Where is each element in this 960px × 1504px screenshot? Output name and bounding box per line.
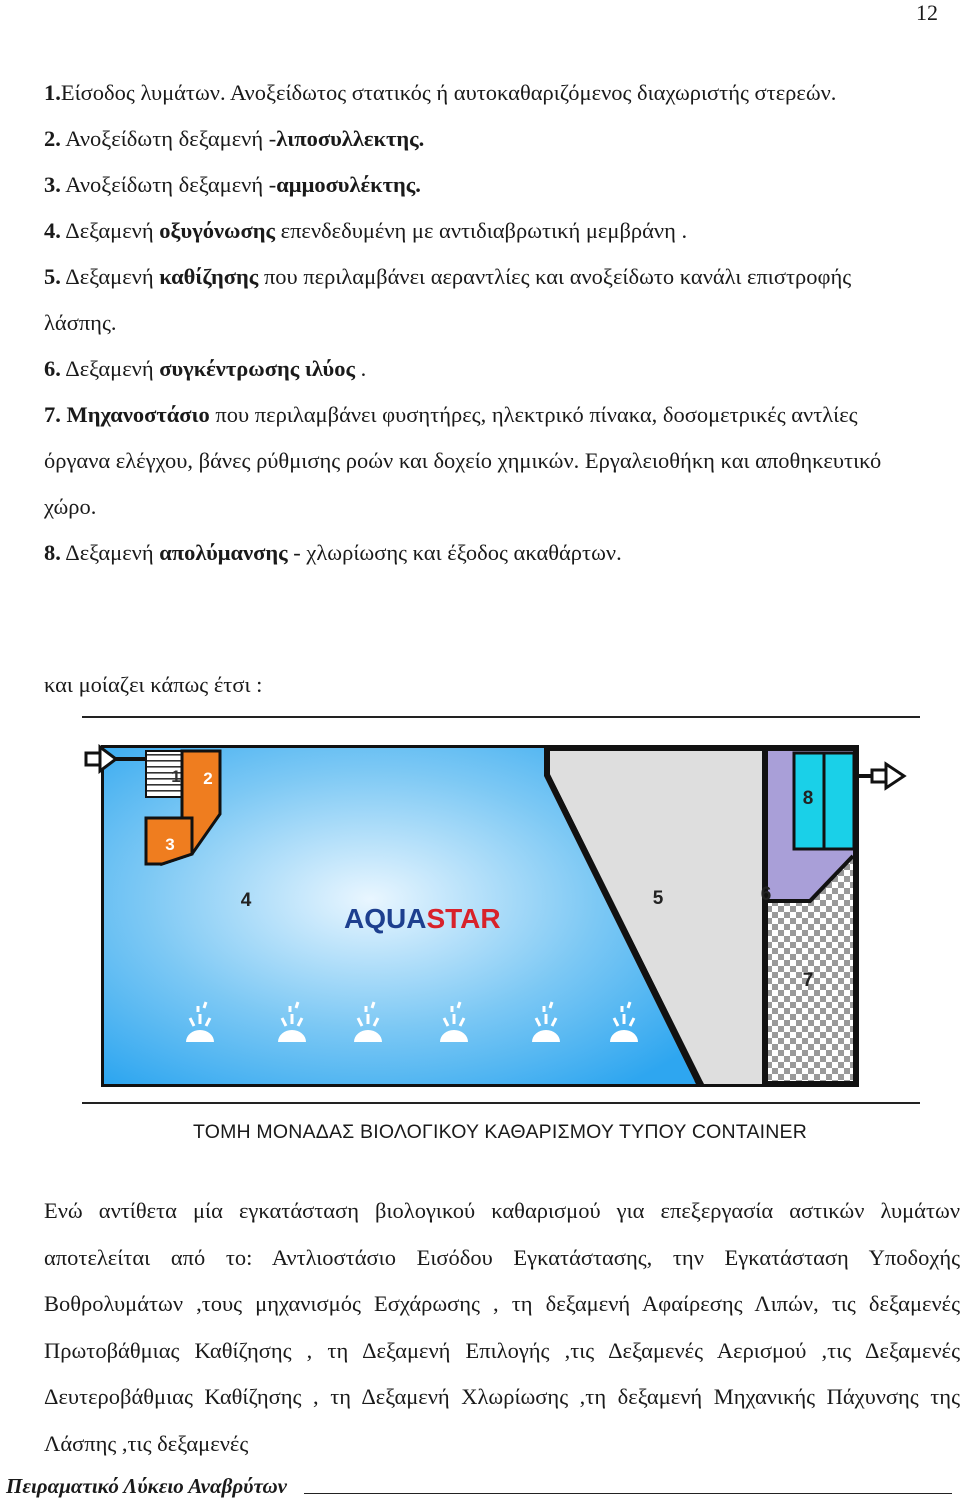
list-item-6: 6. Δεξαμενή συγκέντρωσης ιλύος . bbox=[44, 356, 367, 381]
legend-list bbox=[44, 70, 924, 576]
outlet-arrow-icon bbox=[854, 764, 904, 788]
label-5: 5 bbox=[652, 888, 664, 909]
figure-bottom-rule bbox=[82, 1102, 920, 1104]
tank-wall bbox=[762, 748, 768, 1084]
label-4: 4 bbox=[240, 890, 252, 911]
label-1: 1 bbox=[171, 767, 181, 786]
label-6: 6 bbox=[760, 884, 772, 905]
list-item-2: 2. Ανοξείδωτη δεξαμενή -λιποσυλλεκτης. bbox=[44, 126, 425, 151]
figure-top-rule bbox=[82, 716, 920, 718]
list-item-4: 4. Δεξαμενή οξυγόνωσης επενδεδυμένη με αντιδιαβρωτική μεμβράνη . bbox=[44, 218, 688, 243]
list-item-3: 3. Ανοξείδωτη δεξαμενή -αμμοσυλέκτης. bbox=[44, 172, 421, 197]
label-7: 7 bbox=[802, 970, 814, 991]
footer-school-name: Πειραματικό Λύκειο Αναβρύτων bbox=[6, 1474, 287, 1498]
list-item-7: 7. Μηχανοστάσιο που περιλαμβάνει φυσητήρες, ηλεκτρικό πίνακα, δοσομετρικές αντλίες όργανα ελέγχου, βάνες ρύθμισης ροών και δοχείο χημικών. Εργαλειοθήκη και αποθηκευτικό χώρο. bbox=[44, 402, 882, 519]
footer-line bbox=[304, 1493, 952, 1494]
container-unit-diagram bbox=[82, 726, 922, 1110]
brand-logo: AQUASTAR bbox=[344, 903, 501, 934]
page-number: 12 bbox=[916, 0, 938, 25]
figure-intro: και μοίαζει κάπως έτσι : bbox=[44, 672, 263, 697]
label-8: 8 bbox=[802, 788, 814, 809]
list-item-1: 1.Είσοδος λυμάτων. Ανοξείδωτος στατικός ή αυτοκαθαριζόμενος διαχωριστής στερεών. bbox=[44, 80, 837, 105]
body-paragraph: Ενώ αντίθετα μία εγκατάσταση βιολογικού καθαρισμού για επεξεργασία αστικών λυμάτων αποτελείται από το: Αντλιοστάσιο Εισόδου Εγκατάστασης, την Εγκατάσταση Υποδοχής Βοθρολυμάτων ,τους μηχανισμός Εσχάρωσης , τη δεξαμενή Αφαίρεσης Λιπών, τις δεξαμενές Πρωτοβάθμιας Καθίζησης , τη Δεξαμενή Επιλογής ,τις Δεξαμενές Αερισμού ,τις Δεξαμενές Δευτεροβάθμιας Καθίζησης , τη Δεξαμενή Χλωρίωσης ,τη δεξαμενή Μηχανικής Πάχυνσης της Λάσπης ,τις δεξαμενές bbox=[44, 1198, 960, 1456]
figure-caption: ΤΟΜΗ ΜΟΝΑΔΑΣ ΒΙΟΛΟΓΙΚΟΥ ΚΑΘΑΡΙΣΜΟΥ ΤΥΠΟΥ CONTAINER bbox=[192, 1121, 808, 1143]
label-3: 3 bbox=[165, 835, 175, 854]
list-item-8: 8. Δεξαμενή απολύμανσης - χλωρίωσης και έξοδος ακαθάρτων. bbox=[44, 540, 622, 565]
list-item-5: 5. Δεξαμενή καθίζησης που περιλαμβάνει αεραντλίες και ανοξείδωτο κανάλι επιστροφής λάσπης. bbox=[44, 264, 852, 335]
label-2: 2 bbox=[203, 769, 213, 788]
